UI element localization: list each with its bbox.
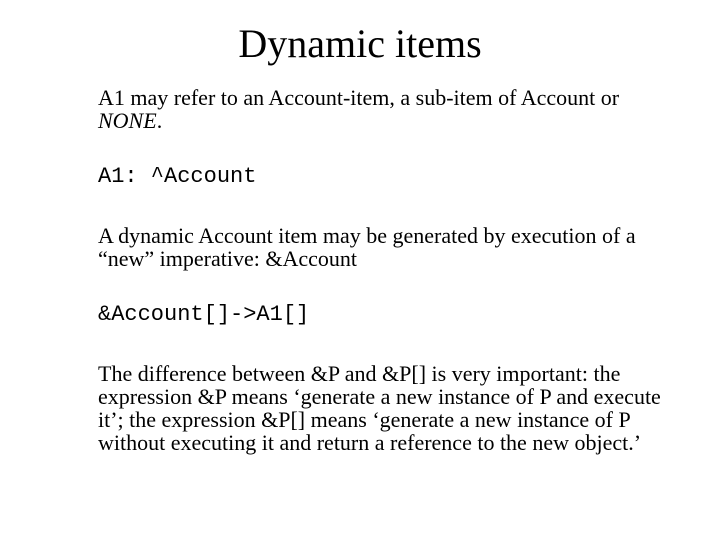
- paragraph-dynamic-item: A dynamic Account item may be generated by execution of a “new” imperative: &Account: [98, 223, 636, 271]
- paragraph-a1-reference: [98, 86, 678, 132]
- paragraph-a1-text: A1 may refer to an Account-item, a sub-item of Account or: [98, 85, 620, 110]
- none-keyword: NONE: [98, 108, 157, 133]
- paragraph-a1-end: .: [156, 108, 163, 133]
- slide-title: Dynamic items: [238, 21, 482, 66]
- code-a1-declaration: A1: ^Account: [98, 164, 257, 189]
- code-account-assignment: &Account[]->A1[]: [98, 302, 310, 327]
- paragraph-difference: The difference between &P and &P[] is very important: the expression &P means ‘generate a new instance of P and execute it’; the expression &P[] means ‘generate a new instance of P without executing it and return a reference to the new object.’: [98, 361, 661, 455]
